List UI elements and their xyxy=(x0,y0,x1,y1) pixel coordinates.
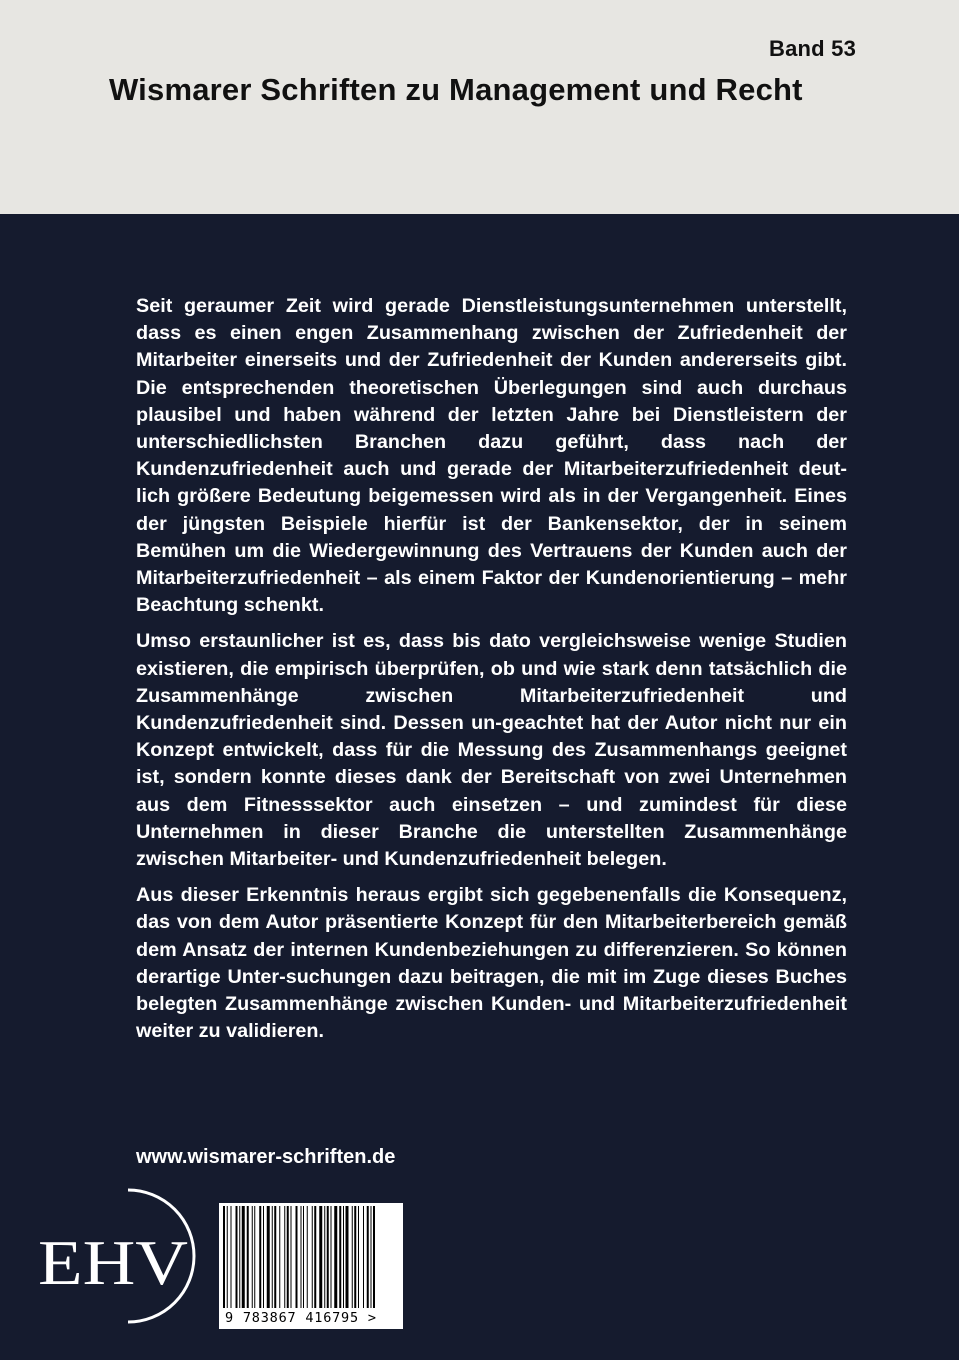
barcode-bar xyxy=(373,1206,375,1308)
logo-text: EHV xyxy=(38,1227,188,1298)
barcode-bar xyxy=(267,1206,270,1308)
barcode-bar xyxy=(367,1206,369,1308)
barcode-bar xyxy=(307,1206,308,1308)
barcode-bar xyxy=(284,1206,285,1308)
barcode-bar xyxy=(371,1206,372,1308)
blurb-text xyxy=(136,293,847,1045)
barcode-bar xyxy=(303,1206,304,1308)
website-url: www.wismarer-schriften.de xyxy=(136,1146,396,1168)
blurb-paragraph-2: Umso erstaunlicher ist es, dass bis dato vergleichsweise wenige Studien existieren, die empirisch überprüfen, ob und wie stark denn tatsächlich die Zusammenhänge zwischen Mitarbeiterzufriedenheit und Kundenzufriedenheit sind. Dessen un-geachtet hat der Autor nicht nur ein Konzept entwickelt, dass für die Messung des Zusammenhangs geeignet ist, sondern konnte dieses dank der Bereitschaft von zwei Unternehmen aus dem Fitnesssektor auch einsetzen – und zumindest für diese Unternehmen in dieser Branche die unterstellten Zusammenhänge zwischen Mitarbeiter- und Kundenzufriedenheit belegen. xyxy=(136,630,847,871)
blurb-paragraph-1: Seit geraumer Zeit wird gerade Dienstleistungsunternehmen unterstellt, dass es einen engen Zusammenhang zwischen der Zufriedenheit der Mitarbeiter einerseits und der Zufriedenheit der Kunden andererseits gibt. Die entsprechenden theoretischen Überlegungen sind auch durchaus plausibel und haben während der letzten Jahre bei Dienstleistern der unterschiedlichsten Branchen dazu geführt, dass nach der Kundenzufriedenheit auch und gerade der Mitarbeiterzufriedenheit deut-lich größere Bedeutung beigemessen wird als in der Vergangenheit. Eines der jüngsten Beispiele hierfür ist der Bankensektor, der in seinem Bemühen um die Wiedergewinnung des Vertrauens der Kunden auch der Mitarbeiterzufriedenheit – als einem Faktor der Kundenorientierung – mehr Beachtung schenkt. xyxy=(136,295,847,617)
barcode-bar xyxy=(247,1206,249,1308)
ehv-logo-icon xyxy=(36,1186,196,1326)
barcode-bar xyxy=(334,1206,337,1308)
barcode-bar xyxy=(236,1206,238,1308)
series-title: Wismarer Schriften zu Management und Recht xyxy=(109,72,803,107)
barcode-bars-icon xyxy=(223,1206,399,1308)
barcode-bar xyxy=(363,1206,364,1308)
barcode-bar xyxy=(287,1206,289,1308)
barcode-bar xyxy=(274,1206,276,1308)
barcode-bar xyxy=(254,1206,255,1308)
barcode-bar xyxy=(259,1206,261,1308)
publisher-logo xyxy=(36,1186,196,1326)
barcode-bar xyxy=(358,1206,359,1308)
barcode-bar xyxy=(312,1206,313,1308)
barcode-bar xyxy=(319,1206,322,1308)
barcode-bar xyxy=(291,1206,292,1308)
volume-number: Band 53 xyxy=(769,36,856,61)
barcode-bar xyxy=(231,1206,232,1308)
barcode-bar xyxy=(327,1206,329,1308)
barcode-bar xyxy=(352,1206,353,1308)
barcode-bar xyxy=(263,1206,264,1308)
isbn-digits: 9 783867 416795 > xyxy=(225,1310,377,1326)
header-band xyxy=(0,0,959,214)
barcode-bar xyxy=(343,1206,344,1308)
barcode xyxy=(219,1203,403,1329)
blurb-paragraph-3: Aus dieser Erkenntnis heraus ergibt sich gegebenenfalls die Konsequenz, das von dem Autor präsentierte Konzept für den Mitarbeiterbereich gemäß dem Ansatz der internen Kundenbeziehungen zu differenzieren. So können derartige Unter-suchungen dazu beitragen, die mit im Zuge dieses Buches belegten Zusammenhänge zwischen Kunden- und Mitarbeiterzufriedenheit weiter zu validieren. xyxy=(136,884,847,1043)
barcode-bar xyxy=(242,1206,245,1308)
barcode-bar xyxy=(272,1206,273,1308)
barcode-bar xyxy=(339,1206,341,1308)
barcode-bar xyxy=(279,1206,280,1308)
barcode-bar xyxy=(223,1206,225,1308)
barcode-bar xyxy=(239,1206,240,1308)
barcode-bar xyxy=(354,1206,356,1308)
barcode-bar xyxy=(296,1206,298,1308)
barcode-bar xyxy=(324,1206,325,1308)
barcode-bar xyxy=(227,1206,228,1308)
barcode-bar xyxy=(314,1206,316,1308)
barcode-bar xyxy=(331,1206,332,1308)
barcode-bar xyxy=(301,1206,302,1308)
barcode-bar xyxy=(346,1206,349,1308)
barcode-bar xyxy=(252,1206,253,1308)
